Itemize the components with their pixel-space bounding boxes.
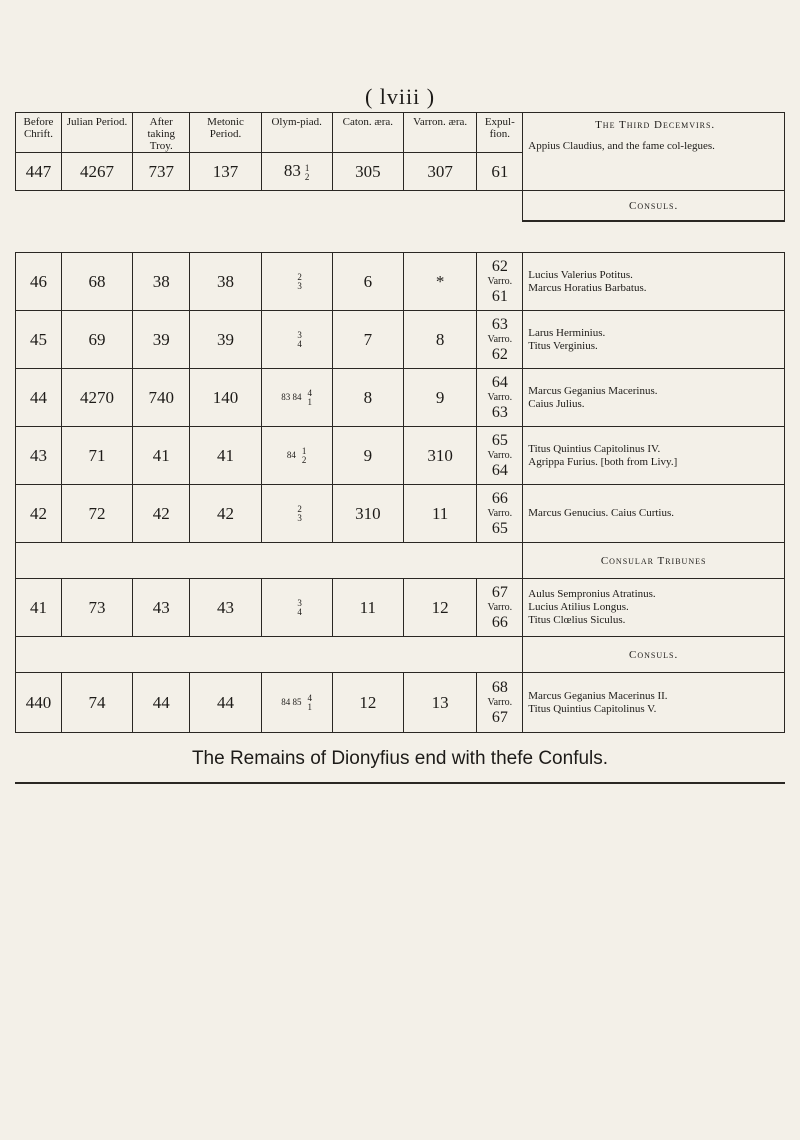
cell-julian: 69 xyxy=(61,311,132,369)
cell-bc: 447 xyxy=(16,153,62,191)
cell-expulsion: 61 xyxy=(477,153,523,191)
decemvirs-cell xyxy=(523,113,785,191)
magistrate-name: Marcus Genucius. Caius Curtius. xyxy=(528,507,674,519)
page-number: ( lviii ) xyxy=(364,84,436,109)
cell-names xyxy=(523,311,785,369)
cell-expulsion: 67 Varro. 66 xyxy=(477,579,523,637)
cell-varron: 307 xyxy=(403,153,476,191)
col-header-metonic-period: Metonic Period. xyxy=(190,113,261,153)
cell-troy: 43 xyxy=(133,579,190,637)
cell-varron: * xyxy=(403,253,476,311)
magistrate-name: Titus Quintius Capitolinus IV. xyxy=(528,442,661,455)
cell-expulsion: 64 Varro. 63 xyxy=(477,369,523,427)
cell-julian: 74 xyxy=(61,673,132,733)
col-header-varron-aera: Varron. æra. xyxy=(403,113,476,153)
cell-varron: 9 xyxy=(403,369,476,427)
table-row xyxy=(16,311,785,369)
cell-bc: 45 xyxy=(16,311,62,369)
cell-metonic: 41 xyxy=(190,427,261,485)
footer-text: The Remains of Dionyfius end with thefe Confuls. xyxy=(191,748,609,769)
table-row xyxy=(16,579,785,637)
cell-julian: 73 xyxy=(61,579,132,637)
cell-troy: 39 xyxy=(133,311,190,369)
cell-julian: 72 xyxy=(61,485,132,543)
cell-metonic: 137 xyxy=(190,153,261,191)
cell-bc: 46 xyxy=(16,253,62,311)
cell-metonic: 42 xyxy=(190,485,261,543)
cell-metonic: 39 xyxy=(190,311,261,369)
cell-expulsion: 63 Varro. 62 xyxy=(477,311,523,369)
cell-expulsion: 65 Varro. 64 xyxy=(477,427,523,485)
cell-bc: 440 xyxy=(16,673,62,733)
cell-varron: 11 xyxy=(403,485,476,543)
col-header-caton-aera: Caton. æra. xyxy=(332,113,403,153)
decemvirs-text: Appius Claudius, and the fame col-legues. xyxy=(528,140,715,152)
cell-olympiad: 2 3 xyxy=(261,253,332,311)
cell-olympiad: 84 1 2 xyxy=(261,427,332,485)
cell-caton: 11 xyxy=(332,579,403,637)
cell-caton: 12 xyxy=(332,673,403,733)
cell-caton: 305 xyxy=(332,153,403,191)
magistrate-name: Marcus Geganius Macerinus. xyxy=(528,384,658,397)
cell-varron: 310 xyxy=(403,427,476,485)
magistrate-name: Caius Julius. xyxy=(528,397,585,410)
cell-varron: 12 xyxy=(403,579,476,637)
cell-varron: 8 xyxy=(403,311,476,369)
cell-troy: 740 xyxy=(133,369,190,427)
col-header-olympiad: Olym-piad. xyxy=(261,113,332,153)
header-row xyxy=(16,113,785,153)
cell-caton: 7 xyxy=(332,311,403,369)
cell-olympiad: 83 1 2 xyxy=(261,153,332,191)
decemvirs-title: The Third Decemvirs. xyxy=(595,119,716,131)
table-row xyxy=(16,673,785,733)
magistrate-name: Agrippa Furius. [both from Livy.] xyxy=(528,455,678,468)
section-title: Consular Tribunes xyxy=(523,543,785,579)
table-row xyxy=(16,427,785,485)
footer-rule xyxy=(15,782,785,784)
cell-olympiad: 83 84 4 1 xyxy=(261,369,332,427)
cell-troy: 38 xyxy=(133,253,190,311)
cell-expulsion: 66 Varro. 65 xyxy=(477,485,523,543)
cell-bc: 41 xyxy=(16,579,62,637)
cell-names xyxy=(523,485,785,543)
cell-bc: 43 xyxy=(16,427,62,485)
cell-olympiad: 3 4 xyxy=(261,311,332,369)
section-row xyxy=(16,543,785,579)
cell-troy: 44 xyxy=(133,673,190,733)
section-spacer xyxy=(16,637,523,673)
cell-expulsion: 62 Varro. 61 xyxy=(477,253,523,311)
cell-olympiad: 2 3 xyxy=(261,485,332,543)
magistrate-name: Aulus Sempronius Atratinus. xyxy=(528,588,656,600)
magistrate-name: Titus Verginius. xyxy=(528,339,598,352)
section-row xyxy=(16,637,785,673)
cell-julian: 68 xyxy=(61,253,132,311)
cell-bc: 42 xyxy=(16,485,62,543)
cell-julian: 4270 xyxy=(61,369,132,427)
cell-varron: 13 xyxy=(403,673,476,733)
cell-expulsion: 68 Varro. 67 xyxy=(477,673,523,733)
table-row xyxy=(16,485,785,543)
cell-troy: 41 xyxy=(133,427,190,485)
cell-names xyxy=(523,673,785,733)
cell-names xyxy=(523,253,785,311)
cell-names xyxy=(523,427,785,485)
magistrate-name: Marcus Geganius Macerinus II. xyxy=(528,689,668,702)
table-row xyxy=(16,253,785,311)
section-title-consuls: Consuls. xyxy=(523,191,785,221)
section-title: Consuls. xyxy=(523,637,785,673)
cell-troy: 42 xyxy=(133,485,190,543)
cell-metonic: 44 xyxy=(190,673,261,733)
cell-metonic: 140 xyxy=(190,369,261,427)
cell-caton: 6 xyxy=(332,253,403,311)
cell-bc: 44 xyxy=(16,369,62,427)
cell-metonic: 43 xyxy=(190,579,261,637)
cell-julian: 71 xyxy=(61,427,132,485)
section-spacer xyxy=(16,543,523,579)
cell-troy: 737 xyxy=(133,153,190,191)
chronology-table xyxy=(15,112,785,222)
cell-caton: 8 xyxy=(332,369,403,427)
cell-caton: 310 xyxy=(332,485,403,543)
cell-julian: 4267 xyxy=(61,153,132,191)
cell-metonic: 38 xyxy=(190,253,261,311)
cell-names xyxy=(523,579,785,637)
magistrate-name: Titus Clœlius Siculus. xyxy=(528,614,626,626)
cell-olympiad: 84 85 4 1 xyxy=(261,673,332,733)
magistrate-name: Larus Herminius. xyxy=(528,326,606,339)
chronology-table-body xyxy=(15,252,785,733)
col-header-julian-period: Julian Period. xyxy=(61,113,132,153)
magistrate-name: Lucius Valerius Potitus. xyxy=(528,268,633,281)
magistrate-name: Marcus Horatius Barbatus. xyxy=(528,281,647,294)
table-row xyxy=(16,369,785,427)
magistrate-name: Titus Quintius Capitolinus V. xyxy=(528,702,657,715)
cell-names xyxy=(523,369,785,427)
section-row-consuls-1 xyxy=(16,191,785,221)
cell-olympiad: 3 4 xyxy=(261,579,332,637)
col-header-before-christ: Before Chrift. xyxy=(16,113,62,153)
col-header-expulsion: Expul-fion. xyxy=(477,113,523,153)
magistrate-name: Lucius Atilius Longus. xyxy=(528,601,629,613)
cell-caton: 9 xyxy=(332,427,403,485)
col-header-after-troy: After taking Troy. xyxy=(133,113,190,153)
